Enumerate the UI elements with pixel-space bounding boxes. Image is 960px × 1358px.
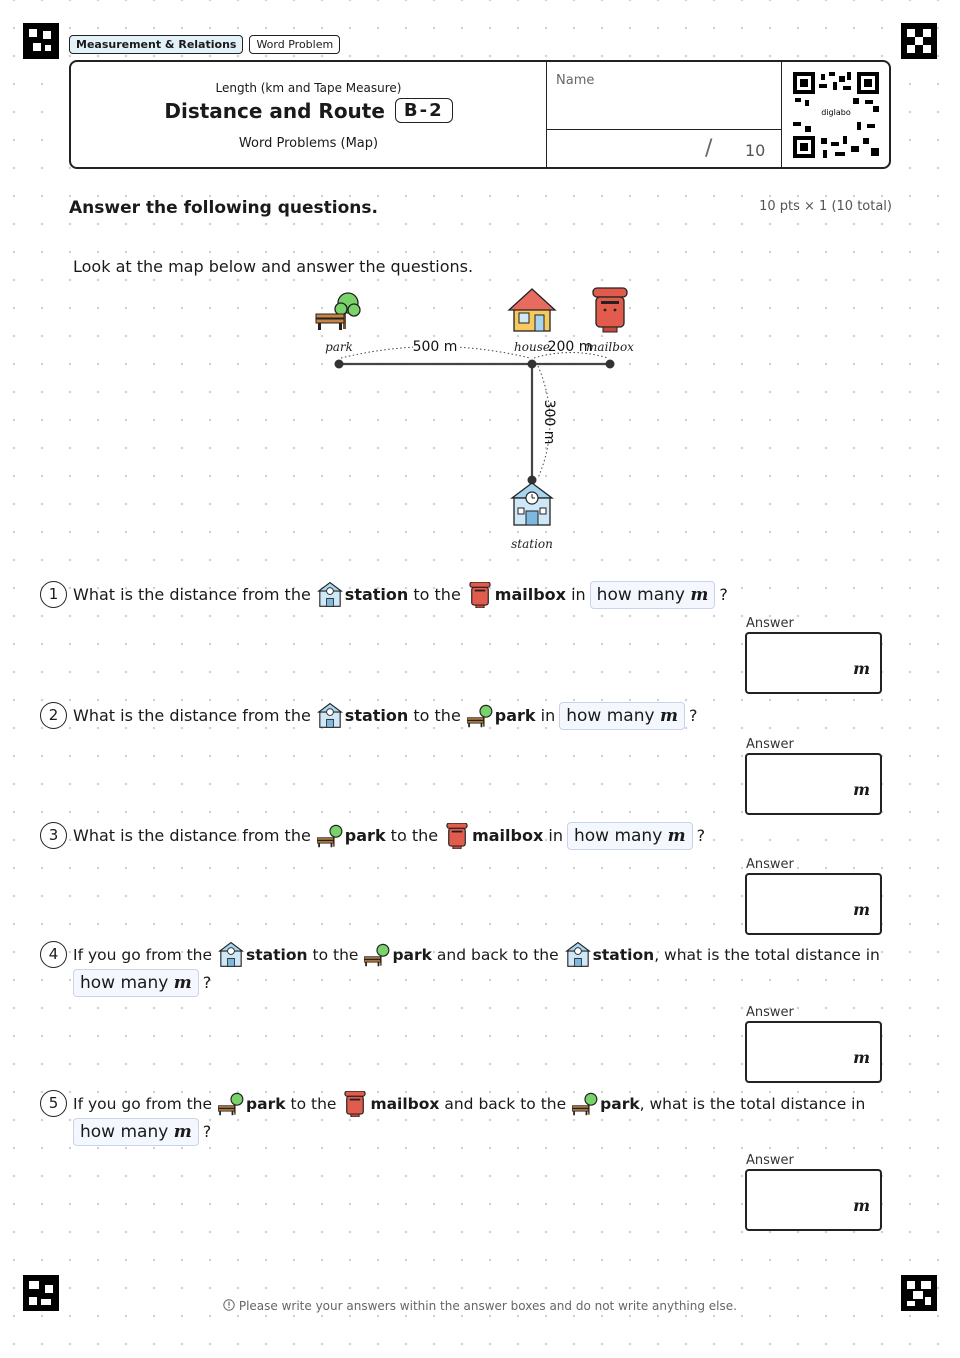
how-many-m-pill: how many m [559,702,685,730]
qr-code-icon [793,72,879,158]
footer-note [0,1299,960,1313]
instructions: Answer the following questions. [69,198,378,218]
question-text: If you go from the station to the park and back to the station , what is the total distance in [73,941,880,969]
header-title-row [71,98,546,123]
answer-box-4[interactable] [745,1021,882,1083]
tag-row [69,35,340,54]
answer-label-4: Answer [746,1005,794,1020]
mailbox-icon [593,288,627,332]
lead-text: Look at the map below and answer the questions. [73,257,474,276]
distance-park-house: 500 m [412,339,458,355]
mailbox-icon [467,582,493,608]
footer-text: Please write your answers within the answer boxes and do not write anything else. [238,1299,737,1313]
header-title-block [71,62,546,167]
answer-label-3: Answer [746,857,794,872]
header-kind: Word Problems (Map) [238,136,379,151]
node-house [528,360,537,369]
worksheet-code: B-2 [395,98,453,123]
park-icon [317,823,343,849]
answer-label-2: Answer [746,737,794,752]
info-icon [223,1299,235,1311]
corner-marker-top-left [23,23,59,59]
answer-box-2[interactable] [745,753,882,815]
name-label: Name [556,73,595,88]
park-icon [218,1091,244,1117]
question-text: What is the distance from the station to the mailbox in how many m ? [73,581,728,609]
how-many-m-pill: how many m [73,1118,199,1146]
corner-marker-top-right [901,23,937,59]
station-icon [565,942,591,968]
station-icon [512,483,552,525]
answer-box-3[interactable] [745,873,882,935]
points-note: 10 pts × 1 (10 total) [759,199,892,214]
park-icon [364,942,390,968]
route-map [300,285,660,555]
station-icon [218,942,244,968]
question-text-line-2: how many m ? [73,969,211,997]
page-title: Distance and Route [164,98,385,123]
label-mailbox: mailbox [586,340,634,354]
answer-unit: m [853,900,870,919]
type-tag: Word Problem [249,35,340,54]
answer-unit: m [853,780,870,799]
question-text-line-2: how many m ? [73,1118,211,1146]
mailbox-icon [444,823,470,849]
answer-label-1: Answer [746,616,794,631]
question-text: If you go from the park to the mailbox and back to the park , what is the total distance in [73,1090,865,1118]
label-house: house [514,340,550,354]
distance-house-mailbox: 200 m [547,339,593,355]
answer-unit: m [853,1048,870,1067]
mailbox-icon [342,1091,368,1117]
question-text: What is the distance from the station to the park in how many m ? [73,702,697,730]
name-divider [547,129,781,130]
score-total: 10 [745,141,766,160]
score-slash: / [705,136,713,161]
park-icon [316,293,360,330]
answer-box-5[interactable] [745,1169,882,1231]
question-number: 1 [40,581,67,608]
answer-label-5: Answer [746,1153,794,1168]
park-icon [572,1091,598,1117]
label-park: park [325,340,353,354]
house-icon [509,289,555,331]
node-park [335,360,344,369]
answer-unit: m [853,659,870,678]
question-number: 3 [40,822,67,849]
label-station: station [511,537,553,551]
answer-box-1[interactable] [745,632,882,694]
name-score-block [546,62,782,167]
how-many-m-pill: how many m [73,969,199,997]
worksheet-header [69,60,891,169]
question-number: 2 [40,702,67,729]
distance-house-station: 300 m [541,399,557,445]
node-mailbox [606,360,615,369]
qr-caption: diglabo [821,108,851,117]
answer-unit: m [853,1196,870,1215]
station-icon [317,582,343,608]
question-text: What is the distance from the park to the mailbox in how many m ? [73,822,705,850]
question-number: 4 [40,941,67,968]
how-many-m-pill: how many m [567,822,693,850]
header-subtitle: Length (km and Tape Measure) [215,81,402,95]
how-many-m-pill: how many m [590,581,716,609]
park-icon [467,703,493,729]
question-number: 5 [40,1090,67,1117]
station-icon [317,703,343,729]
category-tag: Measurement & Relations [69,35,243,54]
